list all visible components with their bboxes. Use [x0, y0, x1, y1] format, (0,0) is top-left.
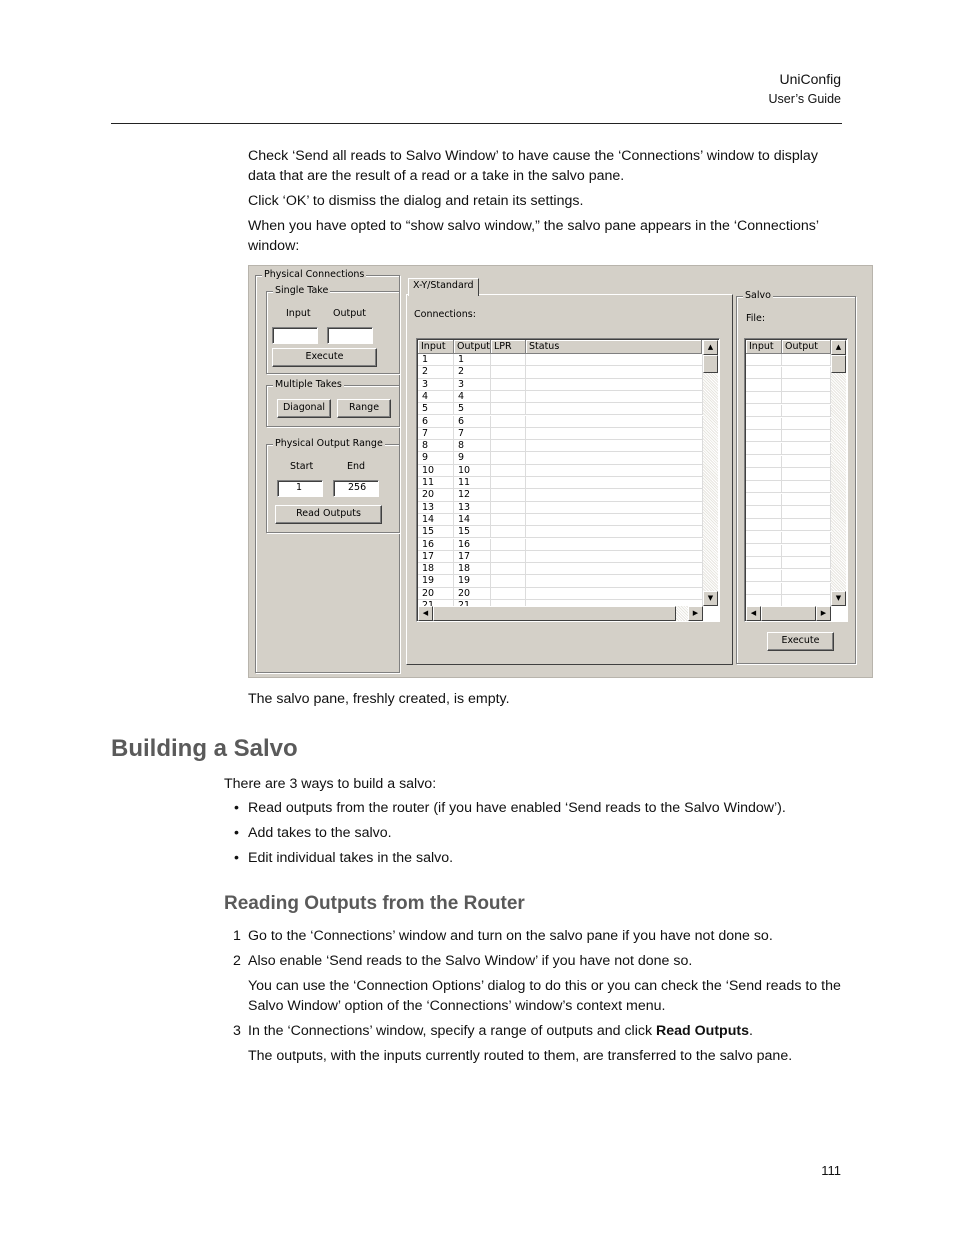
table-cell: 18: [418, 563, 454, 575]
salvo-empty-cell: [782, 532, 831, 544]
table-row[interactable]: [418, 465, 703, 477]
salvo-column-header-output[interactable]: Output: [782, 340, 831, 354]
salvo-empty-row: [746, 545, 831, 557]
salvo-empty-cell: [782, 583, 831, 595]
salvo-empty-row: [746, 443, 831, 455]
table-cell: [526, 514, 703, 526]
screenshot-caption: The salvo pane, freshly created, is empty.: [248, 691, 510, 707]
scroll-right-arrow-icon[interactable]: ▶: [688, 606, 703, 621]
salvo-empty-row: [746, 468, 831, 480]
table-cell: 1: [454, 354, 491, 366]
salvo-grid[interactable]: [744, 338, 848, 622]
table-cell: 9: [454, 452, 491, 464]
connections-grid[interactable]: [416, 338, 720, 622]
salvo-empty-row: [746, 532, 831, 544]
salvo-scroll-up-arrow-icon[interactable]: ▲: [831, 340, 846, 355]
salvo-empty-row: [746, 418, 831, 430]
table-cell: 4: [454, 391, 491, 403]
table-row[interactable]: [418, 403, 703, 415]
table-cell: [526, 489, 703, 501]
salvo-empty-cell: [782, 367, 831, 379]
salvo-horizontal-scrollbar[interactable]: [746, 606, 831, 621]
table-row[interactable]: [418, 588, 703, 600]
salvo-empty-row: [746, 481, 831, 493]
salvo-empty-cell: [782, 456, 831, 468]
table-cell: 15: [454, 526, 491, 538]
table-cell: [526, 551, 703, 563]
table-cell: [491, 465, 526, 477]
table-cell: 3: [418, 379, 454, 391]
step-number-2: 2: [233, 953, 241, 969]
running-header-title: UniConfig: [779, 71, 841, 87]
physical-output-range-label: Physical Output Range: [275, 438, 383, 449]
bullet-item-3: Edit individual takes in the salvo.: [248, 850, 454, 866]
table-row[interactable]: [418, 452, 703, 464]
table-cell: [491, 563, 526, 575]
salvo-empty-cell: [782, 468, 831, 480]
table-cell: 8: [454, 440, 491, 452]
salvo-file-label: File:: [746, 313, 766, 324]
table-cell: 8: [418, 440, 454, 452]
table-cell: [526, 452, 703, 464]
table-cell: 19: [454, 575, 491, 587]
table-cell: [491, 489, 526, 501]
intro-paragraph-1: Check ‘Send all reads to Salvo Window’ to have cause the ‘Connections’ window to display data that are the result of a read or a take in the salvo pane.: [248, 148, 818, 184]
table-cell: 14: [454, 514, 491, 526]
scroll-left-arrow-icon[interactable]: ◀: [418, 606, 433, 621]
table-cell: 20: [418, 588, 454, 600]
salvo-empty-cell: [746, 545, 782, 557]
range-end-field[interactable]: 256: [333, 480, 379, 497]
table-cell: [491, 403, 526, 415]
salvo-empty-row: [746, 379, 831, 391]
salvo-empty-row: [746, 570, 831, 582]
header-rule: [111, 123, 842, 124]
table-cell: 5: [418, 403, 454, 415]
table-row[interactable]: [418, 440, 703, 452]
salvo-scroll-down-arrow-icon[interactable]: ▼: [831, 591, 846, 606]
intro-paragraph-3: When you have opted to “show salvo window,” the salvo pane appears in the ‘Connections’ window:: [248, 218, 819, 254]
salvo-empty-cell: [746, 532, 782, 544]
table-row[interactable]: [418, 379, 703, 391]
salvo-empty-row: [746, 456, 831, 468]
salvo-vertical-scroll-thumb[interactable]: [831, 355, 846, 373]
range-button[interactable]: Range: [337, 399, 391, 418]
table-cell: 11: [418, 477, 454, 489]
table-cell: [526, 526, 703, 538]
salvo-empty-row: [746, 583, 831, 595]
table-row[interactable]: [418, 551, 703, 563]
table-cell: 20: [418, 489, 454, 501]
table-cell: [491, 440, 526, 452]
table-cell: 6: [454, 416, 491, 428]
table-cell: [491, 539, 526, 551]
table-cell: [526, 379, 703, 391]
salvo-empty-cell: [746, 367, 782, 379]
single-take-label: Single Take: [275, 285, 329, 296]
salvo-empty-row: [746, 405, 831, 417]
single-take-input-field[interactable]: [272, 327, 318, 344]
table-cell: [491, 379, 526, 391]
table-row[interactable]: [418, 416, 703, 428]
salvo-column-header-input[interactable]: Input: [746, 340, 782, 354]
salvo-empty-cell: [782, 545, 831, 557]
table-row[interactable]: [418, 502, 703, 514]
horizontal-scroll-thumb[interactable]: [433, 606, 676, 621]
table-cell: 10: [454, 465, 491, 477]
table-cell: 20: [454, 588, 491, 600]
salvo-empty-cell: [746, 456, 782, 468]
scroll-down-arrow-icon[interactable]: ▼: [703, 591, 718, 606]
table-cell: 15: [418, 526, 454, 538]
step-2-text: Also enable ‘Send reads to the Salvo Window’ if you have not done so.: [248, 953, 693, 969]
table-cell: 16: [454, 539, 491, 551]
step-3-bold-command: Read Outputs: [656, 1023, 750, 1039]
table-row[interactable]: [418, 391, 703, 403]
table-cell: [491, 526, 526, 538]
bullet-marker: •: [234, 825, 239, 841]
table-cell: 16: [418, 539, 454, 551]
table-cell: 18: [454, 563, 491, 575]
salvo-empty-row: [746, 354, 831, 366]
table-cell: [491, 588, 526, 600]
salvo-empty-cell: [746, 494, 782, 506]
salvo-empty-cell: [746, 392, 782, 404]
vertical-scroll-thumb[interactable]: [703, 355, 718, 373]
table-cell: 2: [454, 366, 491, 378]
table-cell: [526, 366, 703, 378]
bullet-item-1: Read outputs from the router (if you have enabled ‘Send reads to the Salvo Window’).: [248, 800, 786, 816]
table-cell: 4: [418, 391, 454, 403]
table-cell: 6: [418, 416, 454, 428]
diagonal-button[interactable]: Diagonal: [277, 399, 331, 418]
salvo-empty-cell: [746, 354, 782, 366]
table-row[interactable]: [418, 366, 703, 378]
salvo-label: Salvo: [745, 290, 771, 301]
single-take-output-label: Output: [333, 308, 366, 319]
table-cell: 12: [454, 489, 491, 501]
table-cell: [526, 440, 703, 452]
table-cell: [526, 588, 703, 600]
read-outputs-button[interactable]: Read Outputs: [275, 505, 382, 524]
multiple-takes-label: Multiple Takes: [275, 379, 342, 390]
table-cell: [526, 465, 703, 477]
table-cell: [526, 354, 703, 366]
salvo-empty-cell: [746, 570, 782, 582]
table-row[interactable]: [418, 514, 703, 526]
running-header-subtitle: User’s Guide: [768, 92, 841, 106]
column-header-input[interactable]: Input: [418, 340, 454, 354]
salvo-empty-cell: [782, 430, 831, 442]
table-cell: 13: [418, 502, 454, 514]
table-cell: 10: [418, 465, 454, 477]
table-cell: [491, 551, 526, 563]
salvo-empty-row: [746, 494, 831, 506]
step-number-1: 1: [233, 928, 241, 944]
salvo-empty-cell: [746, 443, 782, 455]
table-cell: [491, 502, 526, 514]
table-cell: [526, 502, 703, 514]
salvo-empty-cell: [746, 481, 782, 493]
table-cell: [526, 403, 703, 415]
table-cell: [491, 416, 526, 428]
salvo-empty-cell: [782, 494, 831, 506]
table-cell: [526, 477, 703, 489]
table-cell: 7: [454, 428, 491, 440]
page-number: 111: [821, 1163, 841, 1178]
table-cell: [491, 354, 526, 366]
salvo-empty-row: [746, 506, 831, 518]
salvo-execute-button[interactable]: Execute: [767, 632, 834, 651]
section-title: Building a Salvo: [111, 735, 298, 762]
column-header-output[interactable]: Output: [454, 340, 491, 354]
connections-vertical-scrollbar[interactable]: [703, 340, 718, 606]
salvo-empty-cell: [782, 557, 831, 569]
salvo-empty-cell: [746, 519, 782, 531]
scroll-up-arrow-icon[interactable]: ▲: [703, 340, 718, 355]
table-row[interactable]: [418, 489, 703, 501]
table-row[interactable]: [418, 575, 703, 587]
salvo-empty-cell: [782, 392, 831, 404]
table-row[interactable]: [418, 477, 703, 489]
single-take-output-field[interactable]: [327, 327, 373, 344]
salvo-empty-cell: [782, 418, 831, 430]
table-cell: 14: [418, 514, 454, 526]
table-cell: [526, 563, 703, 575]
salvo-empty-cell: [746, 430, 782, 442]
salvo-empty-cell: [746, 557, 782, 569]
range-start-label: Start: [290, 461, 314, 472]
step-2-note: You can use the ‘Connection Options’ dialog to do this or you can check the ‘Send reads to the Salvo Window’ option of the ‘Connections’ window’s context menu.: [248, 978, 841, 1014]
table-cell: [491, 575, 526, 587]
connections-window-screenshot: [248, 265, 873, 678]
salvo-empty-cell: [782, 519, 831, 531]
step-number-3: 3: [233, 1023, 241, 1039]
physical-connections-label: Physical Connections: [264, 269, 365, 280]
step-3-note: The outputs, with the inputs currently routed to them, are transferred to the salvo pane.: [248, 1048, 793, 1064]
single-take-input-label: Input: [286, 308, 311, 319]
salvo-scroll-left-arrow-icon[interactable]: ◀: [746, 606, 761, 621]
salvo-empty-row: [746, 430, 831, 442]
step-1-text: Go to the ‘Connections’ window and turn on the salvo pane if you have not done so.: [248, 928, 773, 944]
table-row[interactable]: [418, 563, 703, 575]
column-header-lpr[interactable]: LPR: [491, 340, 526, 354]
step-3-text-after: .: [749, 1023, 753, 1039]
salvo-empty-row: [746, 557, 831, 569]
tab-xy-standard[interactable]: X-Y/Standard: [408, 278, 479, 296]
table-cell: 17: [454, 551, 491, 563]
table-cell: 5: [454, 403, 491, 415]
step-3-text-before: In the ‘Connections’ window, specify a range of outputs and click: [248, 1023, 656, 1039]
salvo-empty-row: [746, 392, 831, 404]
salvo-empty-cell: [782, 443, 831, 455]
column-header-status[interactable]: Status: [526, 340, 702, 354]
salvo-empty-cell: [782, 405, 831, 417]
table-cell: [526, 391, 703, 403]
table-cell: 9: [418, 452, 454, 464]
bullet-marker: •: [234, 850, 239, 866]
table-cell: [491, 391, 526, 403]
salvo-empty-cell: [746, 583, 782, 595]
table-cell: 17: [418, 551, 454, 563]
single-take-execute-button[interactable]: Execute: [272, 348, 377, 367]
table-cell: 13: [454, 502, 491, 514]
salvo-empty-cell: [746, 405, 782, 417]
table-cell: [526, 416, 703, 428]
salvo-empty-cell: [782, 481, 831, 493]
table-cell: [491, 452, 526, 464]
bullet-marker: •: [234, 800, 239, 816]
salvo-empty-cell: [782, 506, 831, 518]
table-cell: [491, 428, 526, 440]
intro-paragraph-2: Click ‘OK’ to dismiss the dialog and retain its settings.: [248, 193, 584, 209]
table-row[interactable]: [418, 428, 703, 440]
table-row[interactable]: [418, 354, 703, 366]
salvo-empty-cell: [746, 379, 782, 391]
section-intro: There are 3 ways to build a salvo:: [224, 776, 437, 792]
table-cell: 1: [418, 354, 454, 366]
range-end-label: End: [347, 461, 366, 472]
salvo-empty-cell: [782, 379, 831, 391]
salvo-scroll-right-arrow-icon[interactable]: ▶: [816, 606, 831, 621]
table-cell: 7: [418, 428, 454, 440]
connections-horizontal-scrollbar[interactable]: [418, 606, 703, 621]
table-cell: [526, 539, 703, 551]
table-cell: 2: [418, 366, 454, 378]
salvo-empty-cell: [746, 506, 782, 518]
salvo-empty-cell: [782, 354, 831, 366]
table-cell: [526, 428, 703, 440]
salvo-empty-row: [746, 367, 831, 379]
salvo-empty-cell: [782, 570, 831, 582]
step-3-text: [248, 1021, 848, 1041]
table-row[interactable]: [418, 526, 703, 538]
table-cell: [491, 514, 526, 526]
bullet-item-2: Add takes to the salvo.: [248, 825, 392, 841]
salvo-empty-cell: [746, 468, 782, 480]
salvo-horizontal-scroll-thumb[interactable]: [761, 606, 816, 621]
salvo-vertical-scrollbar[interactable]: [831, 340, 846, 606]
table-cell: 19: [418, 575, 454, 587]
table-cell: [491, 477, 526, 489]
table-row[interactable]: [418, 539, 703, 551]
table-cell: [526, 575, 703, 587]
table-cell: [491, 366, 526, 378]
salvo-empty-row: [746, 519, 831, 531]
salvo-empty-cell: [746, 418, 782, 430]
subsection-title: Reading Outputs from the Router: [224, 893, 525, 914]
range-start-field[interactable]: 1: [277, 480, 323, 497]
connections-label: Connections:: [414, 309, 476, 320]
table-cell: 11: [454, 477, 491, 489]
table-cell: 3: [454, 379, 491, 391]
